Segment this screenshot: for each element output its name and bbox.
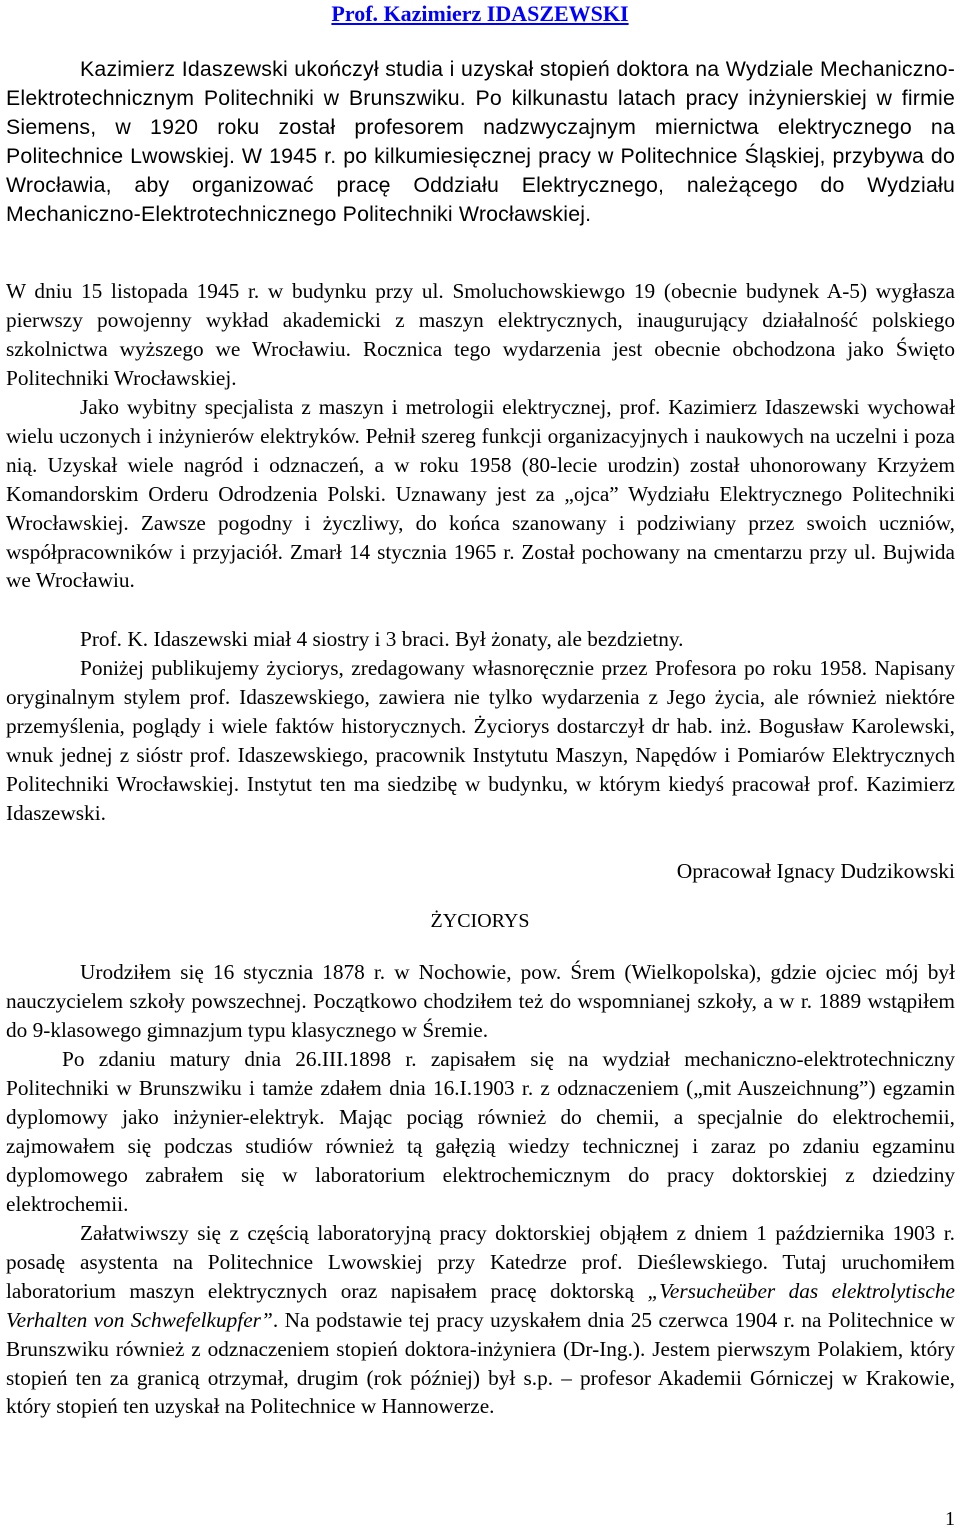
cv-paragraph-3-text-a: Załatwiwszy się z częścią laboratoryjną pracy doktorskiej objąłem z dniem 1 października 1903 r. posadę asystenta na Politechnice Lwowskiej przy Katedrze prof. Dieślewskiego. Tutaj uruchomiłem laboratorium maszyn elektrycznych oraz napisałem pracę doktorską: [6, 1221, 955, 1303]
bio-paragraph-3: Jako wybitny specjalista z maszyn i metrologii elektrycznej, prof. Kazimierz Idaszewski wychował wielu uczonych i inżynierów elektryków. Pełnił szereg funkcji organizacyjnych i naukowych na uczelni i poza nią. Uzyskał wiele nagród i odznaczeń, a w roku 1958 (80-lecie urodzin) został uhonorowany Krzyżem Komandorskim Orderu Odrodzenia Polski. Uznawany jest za „ojca” Wydziału Elektrycznego Politechniki Wrocławskiej. Zawsze pogodny i życzliwy, do końca szanowany i podziwiany przez swoich uczniów, współpracowników i przyjaciół. Zmarł 14 stycznia 1965 r. Został pochowany na cmentarzu przy ul. Bujwida we Wrocławiu.: [6, 395, 955, 593]
bio-paragraph-2: W dniu 15 listopada 1945 r. w budynku przy ul. Smoluchowskiewgo 19 (obecnie budynek A-5) wygłasza pierwszy powojenny wykład akademicki z maszyn elektrycznych, inaugurujący działalność polskiego szkolnictwa wyższego we Wrocławiu. Rocznica tego wydarzenia jest obecnie obchodzona jako Święto Politechniki Wrocławskiej.: [6, 279, 955, 390]
cv-paragraph-3: [6, 1219, 955, 1421]
cv-heading: ŻYCIORYS: [430, 910, 530, 932]
bio-paragraph-1: Kazimierz Idaszewski ukończył studia i uzyskał stopień doktora na Wydziale Mechaniczno-Elektrotechnicznym Politechniki w Brunszwiku. Po kilkunastu latach pracy inżynierskiej w firmie Siemens, w 1920 roku został profesorem nadzwyczajnym miernictwa elektrycznego na Politechnice Lwowskiej. W 1945 r. po kilkumiesięcznej pracy w Politechnice Śląskiej, przybywa do Wrocławia, aby organizować pracę Oddziału Elektrycznego, należącego do Wydziału Mechaniczno-Elektrotechnicznego Politechniki Wrocławskiej.: [6, 57, 955, 226]
cv-paragraph-2: Po zdaniu matury dnia 26.III.1898 r. zapisałem się na wydział mechaniczno-elektrotechniczny Politechniki w Brunszwiku i tamże zdałem dnia 16.I.1903 r. z odznaczeniem („mit Auszeichnung”) egzamin dyplomowy jako inżynier-elektryk. Mając pociąg również do chemii, a specjalnie do elektrochemii, zajmowałem się podczas studiów również tą gałęzią wiedzy technicznej i zaraz po zdaniu egzaminu dyplomowego zabrałem się w laboratorium elektrochemicznym do pracy doktorskiej z dziedziny elektrochemii.: [6, 1047, 955, 1216]
bio-paragraph-5: Poniżej publikujemy życiorys, zredagowany własnoręcznie przez Profesora po roku 1958. Napisany oryginalnym stylem prof. Idaszewskiego, zawiera nie tylko wydarzenia z Jego życia, ale również niektóre przemyślenia, poglądy i wiele faktów historycznych. Życiorys dostarczył dr hab. inż. Bogusław Karolewski, wnuk jednej z sióstr prof. Idaszewskiego, pracownik Instytutu Maszyn, Napędów i Pomiarów Elektrycznych Politechniki Wrocławskiej. Instytut ten ma siedzibę w budynku, w którym kiedyś pracował prof. Kazimierz Idaszewski.: [6, 656, 955, 825]
author-signature: Opracował Ignacy Dudzikowski: [676, 859, 955, 883]
cv-paragraph-3-text-b: . Na podstawie tej pracy uzyskałem dnia 25 czerwca 1904 r. na Politechnice w Brunszwiku również z odznaczeniem stopień doktora-inżyniera (Dr-Ing.). Jestem pierwszym Polakiem, który stopień ten za granicą otrzymał, drugim (rok później) był s.p. – profesor Akademii Górniczej w Krakowie, który stopień ten uzyskał na Politechnice w Hannowerze.: [6, 1307, 955, 1419]
page-number: 1: [945, 1508, 955, 1530]
page-title: Prof. Kazimierz IDASZEWSKI: [331, 1, 629, 26]
cv-paragraph-1: Urodziłem się 16 stycznia 1878 r. w Nochowie, pow. Śrem (Wielkopolska), gdzie ojciec mój był nauczycielem szkoły powszechnej. Początkowo chodziłem też do wspomnianej szkoły, a w r. 1889 wstąpiłem do 9-klasowego gimnazjum typu klasycznego w Śremie.: [6, 960, 955, 1042]
dissertation-title: „Versucheüber das elektrolytische Verhalten von Schwefelkupfer”: [6, 1278, 955, 1332]
bio-paragraph-4: Prof. K. Idaszewski miał 4 siostry i 3 braci. Był żonaty, ale bezdzietny.: [80, 627, 684, 651]
